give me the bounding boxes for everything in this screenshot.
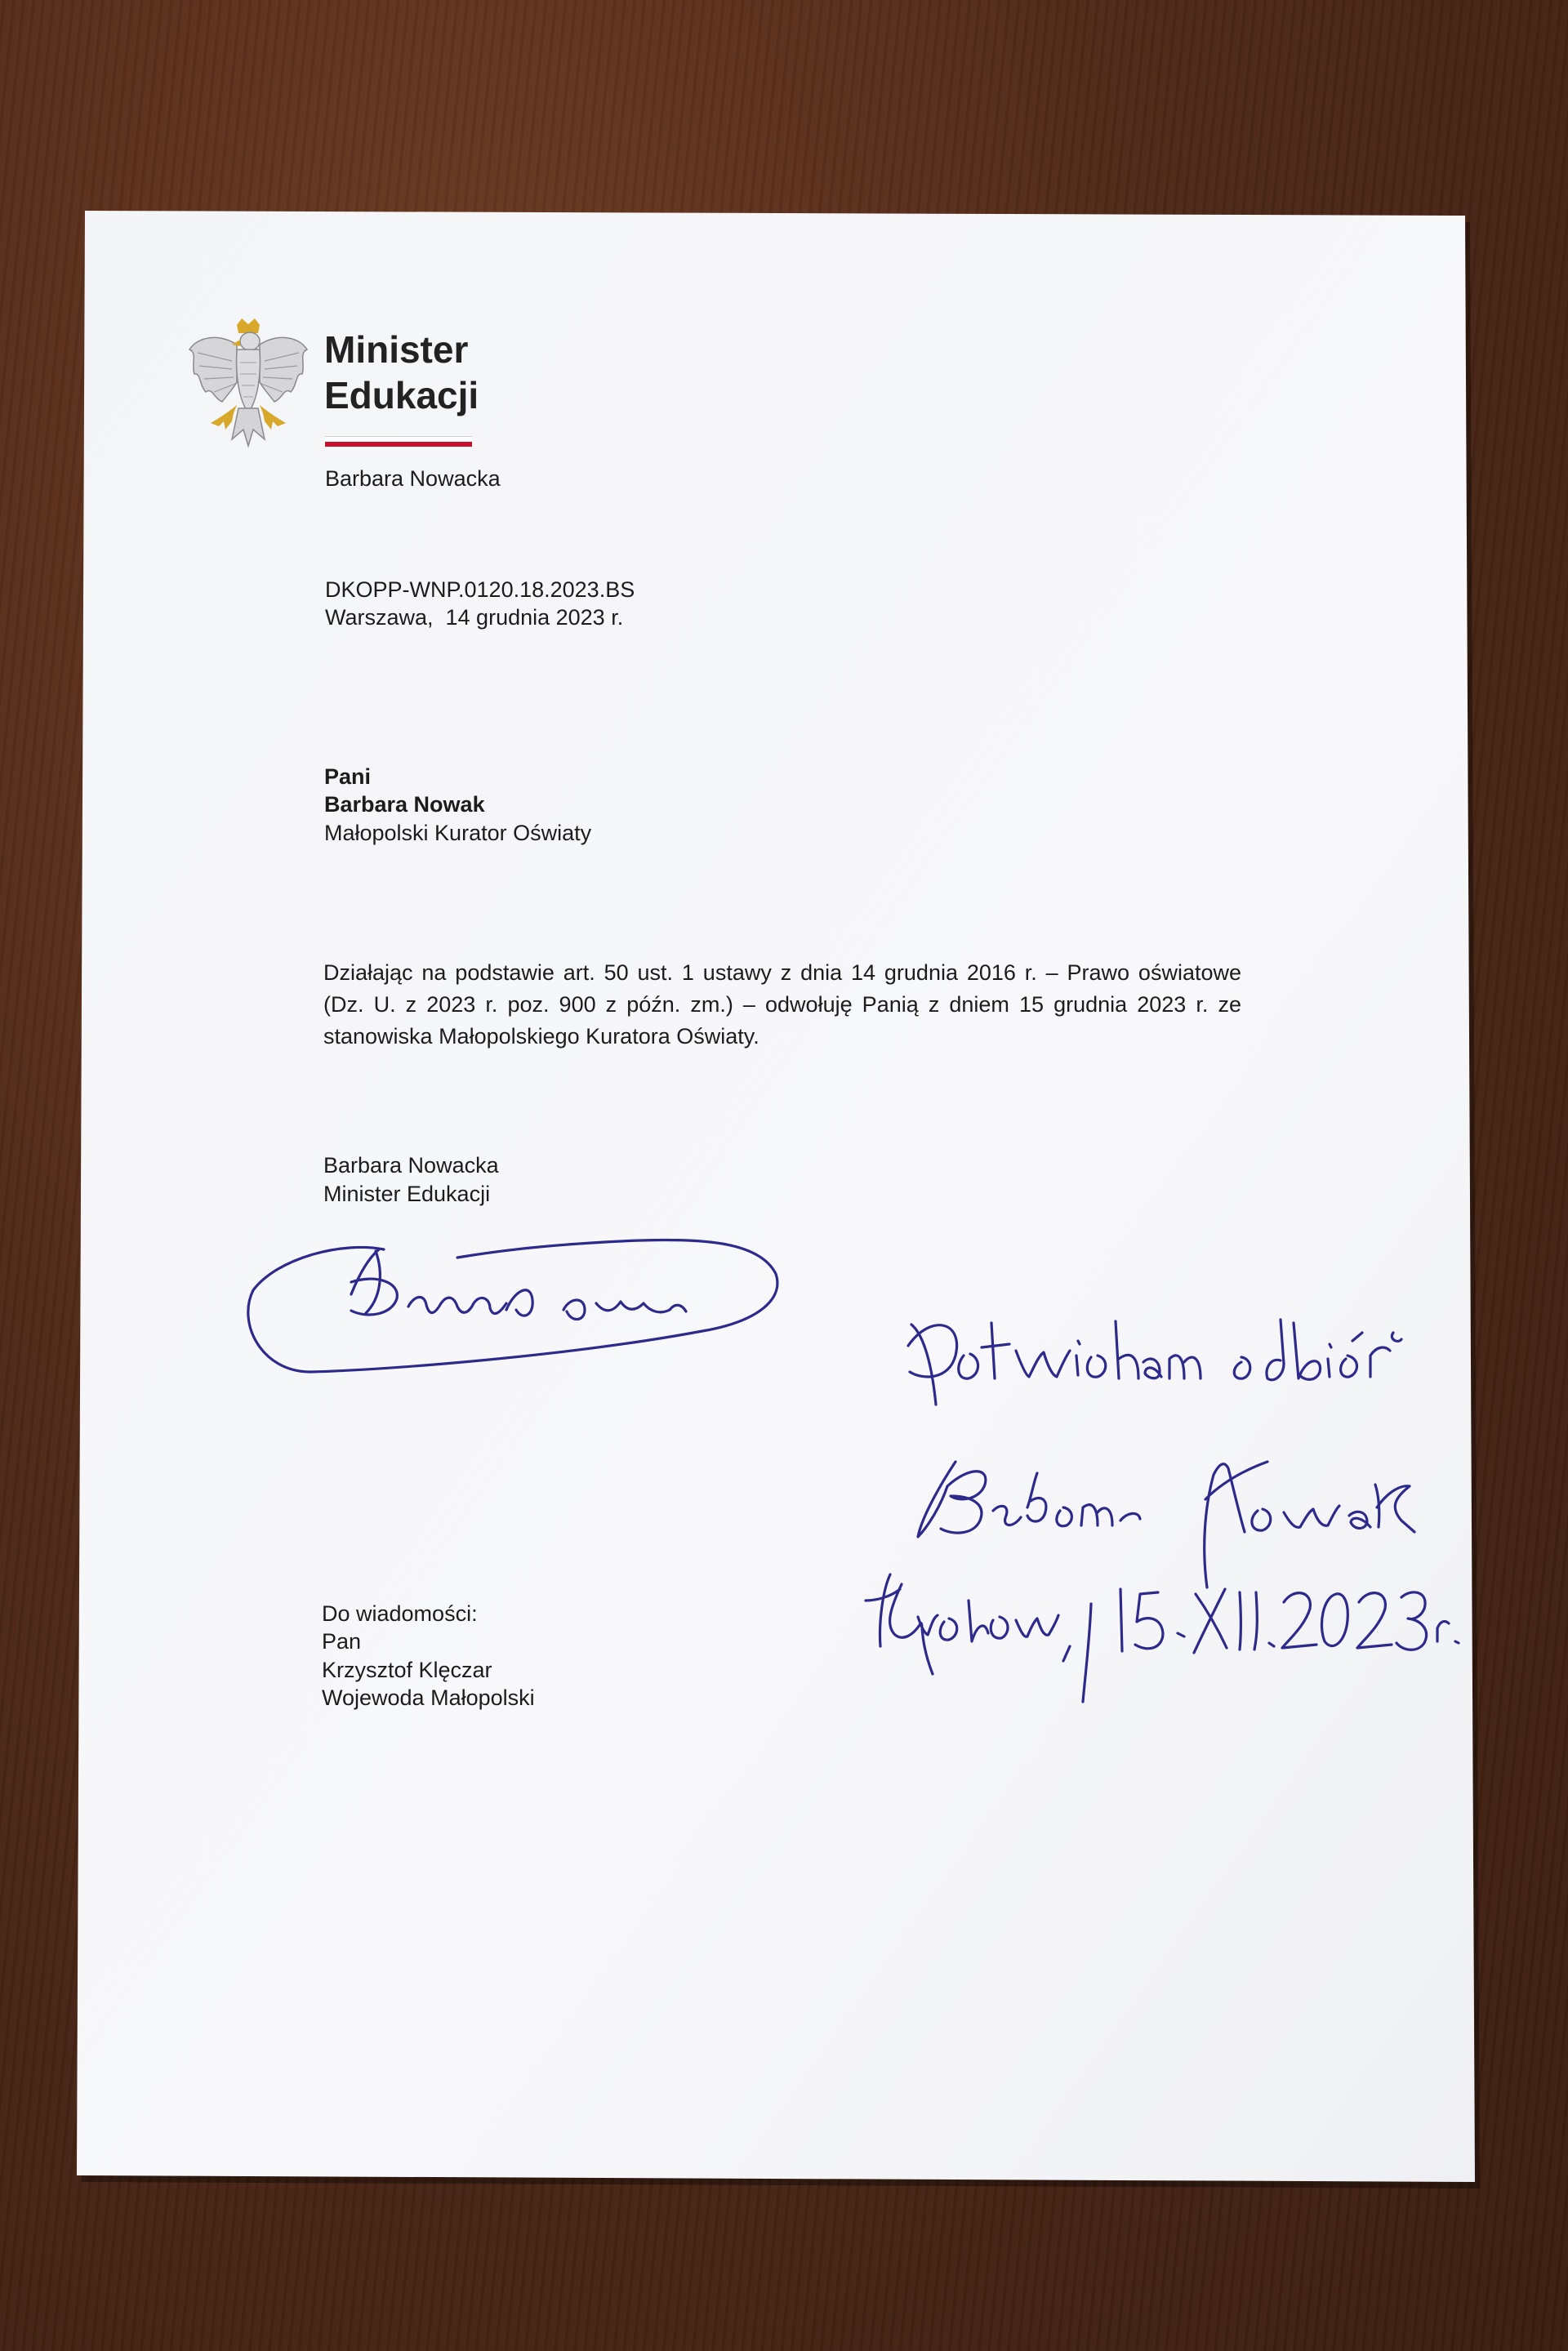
flag-stripe-red	[325, 442, 472, 447]
signatory-name: Barbara Nowacka	[323, 1153, 499, 1178]
letterhead-title	[324, 327, 479, 418]
polish-eagle-emblem-icon	[186, 317, 310, 452]
recipient-name: Barbara Nowak	[324, 792, 485, 817]
cc-label: Do wiadomości:	[322, 1601, 478, 1626]
place-date: Warszawa, 14 grudnia 2023 r.	[325, 605, 624, 630]
cc-name: Krzysztof Klęczar	[322, 1658, 492, 1682]
letterhead-title-line1: Minister	[324, 328, 469, 371]
flag-stripe-white	[325, 436, 472, 442]
recipient-position: Małopolski Kurator Oświaty	[324, 821, 592, 845]
cc-position: Wojewoda Małopolski	[322, 1685, 535, 1710]
cc-salutation: Pan	[322, 1629, 362, 1654]
letterhead-title-line2: Edukacji	[324, 374, 479, 416]
signatory-title: Minister Edukacji	[323, 1182, 491, 1206]
letterhead-minister-name: Barbara Nowacka	[325, 466, 501, 491]
body-paragraph: Działając na podstawie art. 50 ust. 1 ustawy z dnia 14 grudnia 2016 r. – Prawo oświatowe (Dz. U. z 2023 r. poz. 900 z późn. zm.) – odwołuję Panią z dniem 15 grudnia 2023 r. ze stanowiska Małopolskiego Kuratora Oświaty.	[323, 960, 1241, 1049]
recipient-salutation: Pani	[324, 764, 372, 789]
case-number: DKOPP-WNP.0120.18.2023.BS	[325, 577, 635, 602]
